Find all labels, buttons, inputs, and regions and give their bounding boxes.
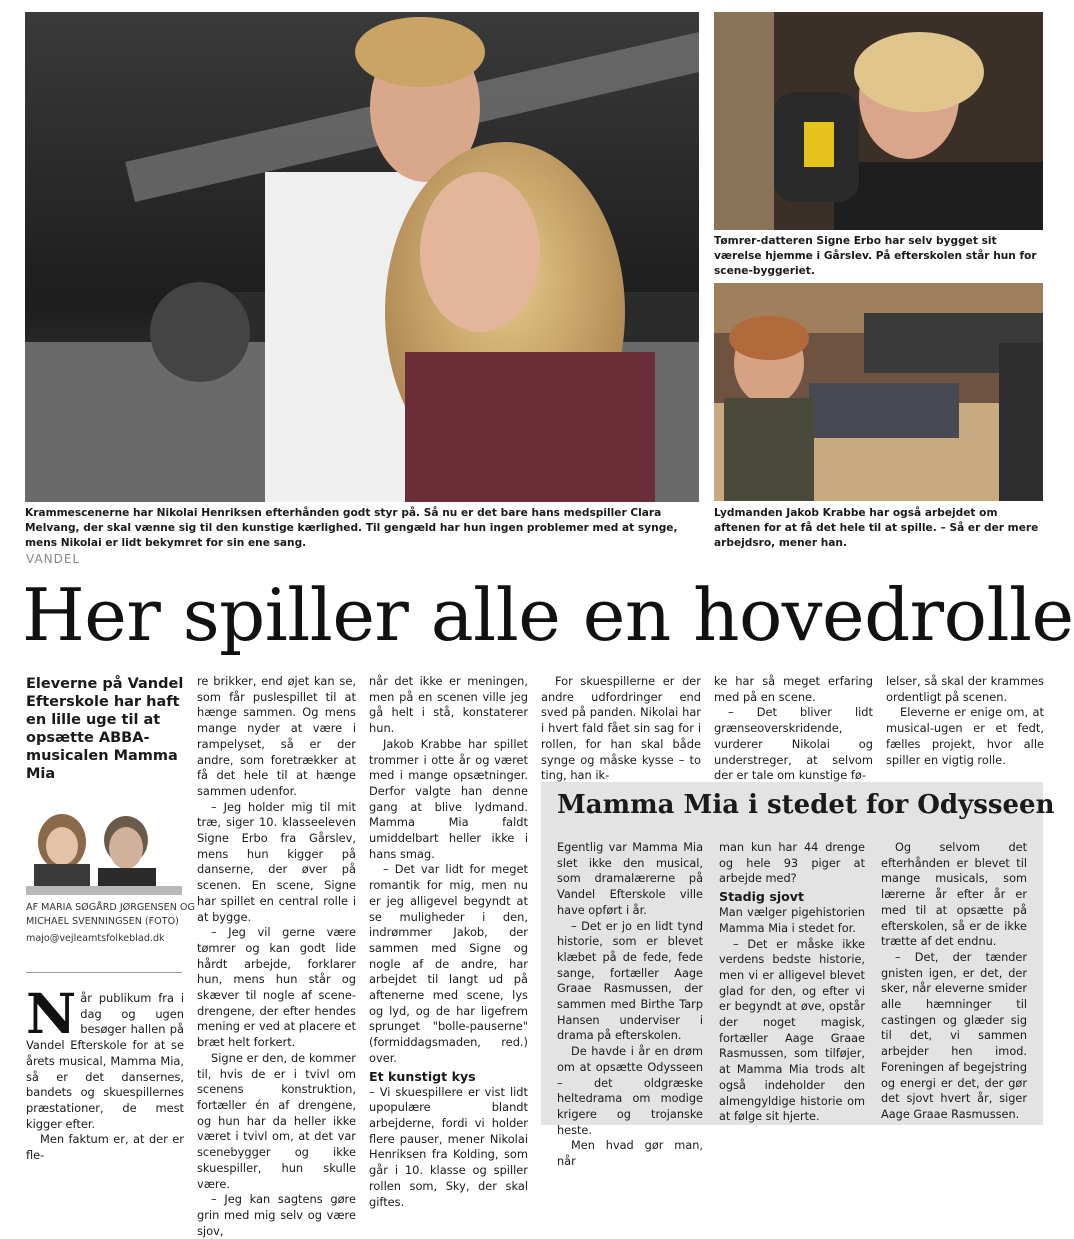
body-column-6 [886,674,1044,768]
photo-drill [714,12,1043,230]
body-paragraph: Eleverne er enige om, at musical-ugen er et fedt, fælles projekt, hvor alle spiller en vigtig rolle. [886,705,1044,767]
factbox-column-1 [557,840,703,1170]
body-column-2 [197,674,356,1239]
factbox-paragraph: Man vælger pigehistorien Mamma Mia i stedet for. [719,906,865,935]
byline-bar [26,886,182,895]
body-paragraph: – Vi skuespillere er vist lidt upopulære blandt arbejderne, fordi vi holder flere pauser, mener Nikolai Henriksen fra Kolding, som går i 10. klasse og spiller rollen som, Sky, der skal giftes. [369,1084,528,1209]
factbox [541,782,1043,1169]
lead-paragraph: Eleverne på Vandel Efterskole har haft en lille uge til at opsætte ABBA-musicalen Mamma Mia [26,676,184,782]
factbox-paragraph: Men hvad gør man, når [557,1139,703,1169]
body-column-3 [369,674,528,1210]
body-paragraph: ke har så meget erfaring med på en scene. [714,674,873,704]
subheading: Et kunstigt kys [369,1068,476,1084]
body-column-1 [26,981,184,1164]
body-paragraph: lelser, så skal der krammes ordentligt på scenen. [886,674,1044,704]
caption-top-right [714,234,1044,279]
drop-cap: N [26,981,77,1046]
sound-desk-photo-image [714,283,1043,501]
body-paragraph: Jakob Krabbe har spillet trommer i otte år og været med i mange opsætninger. Derfor valgte han denne gang at blive lydmand. Mamma Mia faldt umiddelbart heller ikke i hans smag. [369,736,528,861]
byline-rule [26,972,182,973]
factbox-title: Mamma Mia i stedet for Odysseen [557,790,1055,820]
factbox-column-2 [719,840,865,1125]
caption-bottom-right [714,506,1044,551]
factbox-paragraph: – Det er jo en lidt tynd historie, som er blevet klæbet på de fede, fede sange, fortæller Aage Graae Rasmussen, der sammen med Birthe Tarp Hansen underviser i drama på efterskolen. [557,919,703,1043]
body-column-4 [541,674,701,784]
body-paragraph: år publikum fra i dag og ugen besøger hallen på Vandel Efterskole for at se årets musical, Mamma Mia, så er det dansernes, bandets og skuespillernes præstationer, de mest kigger efter. [26,991,184,1131]
byline-email[interactable]: majo@vejleamtsfolkeblad.dk [26,933,165,944]
body-paragraph: – Jeg vil gerne være tømrer og kan godt lide hårdt arbejde, forklarer hun, mens hun står og skæver til nogle af scene-drengene, der efter hendes mening er ved at placere et bræt helt forkert. [197,925,356,1050]
body-paragraph: når det ikke er meningen, men på en scenen ville jeg gå helt i stå, konstaterer hun. [369,674,528,736]
body-paragraph: Signe er den, de kommer til, hvis de er i tvivl om scenens konstruktion, fortæller én af drengene, og hun har da heller ikke været i tvivl om, at det var scenebygger og ikke skuespiller, hun skulle være. [197,1050,356,1191]
factbox-paragraph: – Det er måske ikke verdens bedste historie, men vi er alligevel blevet glad for den, og efter vi er begyndt at øve, opstår der noget magisk, fortæller Aage Graae Rasmussen, som tilføjer, at Mamma Mia trods alt også indeholder den almengyldige historie om at følge sit hjerte. [719,937,865,1124]
body-paragraph: – Det var lidt for meget romantik for mig, men nu er jeg alligevel begyndt at se muligheder i den, indrømmer Jakob, der sammen med Signe og nogle af de andre, har arbejdet til langt ud på aftenerne med scene, lys og lyd, og de har ligefrem sprunget "bolle-pauserne" (formiddagsmaden, red.) over. [369,862,528,1065]
body-column-5 [714,674,873,784]
factbox-paragraph: man kun har 44 drenge og hele 93 piger at arbejde med? [719,841,865,886]
section-tag: VANDEL [26,552,81,566]
caption-main [25,506,701,551]
factbox-paragraph: Og selvom det efterhånden er blevet til mange musicals, som lærerne år efter år er med til at opsætte på efterskolen, så er de ikke trætte af det endnu. [881,841,1027,949]
main-photo-image [25,12,699,502]
main-photo-hug [25,12,699,502]
author-portraits-image [26,812,182,888]
factbox-paragraph: De havde i år en drøm om at opsætte Odysseen – det oldgræske heltedrama om modige krigere og trojanske heste. [557,1045,703,1137]
photo-sound-desk [714,283,1043,501]
caption-bottom-right-text: Lydmanden Jakob Krabbe har også arbejdet om aftenen for at få det hele til at spille. – Så er der mere arbejdsro, mener han. [714,507,1039,549]
body-paragraph: – Jeg kan sagtens gøre grin med mig selv og være sjov, [197,1192,356,1238]
factbox-paragraph: – Det, der tænder gnisten igen, er det, der sker, når eleverne smider alle hæmninger til castingen og glæder sig til det, vi sammen arbejder hen imod. Foreningen af begejstring og energi er det, der gør det sjovt hvert år, siger Aage Graae Rasmussen. [881,950,1027,1121]
factbox-column-3 [881,840,1027,1123]
drill-photo-image [714,12,1043,230]
author-portraits [26,812,182,888]
byline-authors: AF MARIA SØGÅRD JØRGENSEN OG MICHAEL SVENNINGSEN (FOTO) [26,902,195,927]
body-paragraph: For skuespillerne er der andre udfordringer end sved på panden. Nikolai har i hvert fald fået sin sag for i rollen, for han skal både synge og måske kysse – to ting, han ik- [541,674,701,783]
body-paragraph: Men faktum er, at der er fle- [26,1132,184,1163]
caption-top-right-text: Tømrer-datteren Signe Erbo har selv bygget sit værelse hjemme i Gårslev. På efterskolen står hun for scene-byggeriet. [714,235,1037,277]
body-paragraph: re brikker, end øjet kan se, som får puslespillet til at hænge sammen. Og mens mange nyder at være i rampelyset, så er der andre, som foretrækker at få det hele til at hænge sammen udenfor. [197,674,356,798]
body-paragraph: – Det bliver lidt grænseoverskridende, vurderer Nikolai og understreger, at selvom der er tale om kunstige fø- [714,705,873,783]
factbox-subheading: Stadig sjovt [719,889,805,905]
body-paragraph: – Jeg holder mig til mit træ, siger 10. klasseeleven Signe Erbo fra Gårslev, mens hun kigger på danserne, der øver på scenen. En scene, Signe har spillet en central rolle i at bygge. [197,799,356,924]
byline [26,901,196,946]
factbox-paragraph: Egentlig var Mamma Mia slet ikke den musical, som dramalærerne på Vandel Efterskole ville have opført i år. [557,841,703,917]
caption-main-text: Krammescenerne har Nikolai Henriksen efterhånden godt styr på. Så nu er det bare hans medspiller Clara Melvang, der skal vænne sig til den kunstige kærlighed. Til gengæld har hun ingen problemer med at synge, mens Nikolai er lidt bekymret for sin ene sang. [25,507,678,549]
headline: Her spiller alle en hovedrolle [22,573,1074,657]
